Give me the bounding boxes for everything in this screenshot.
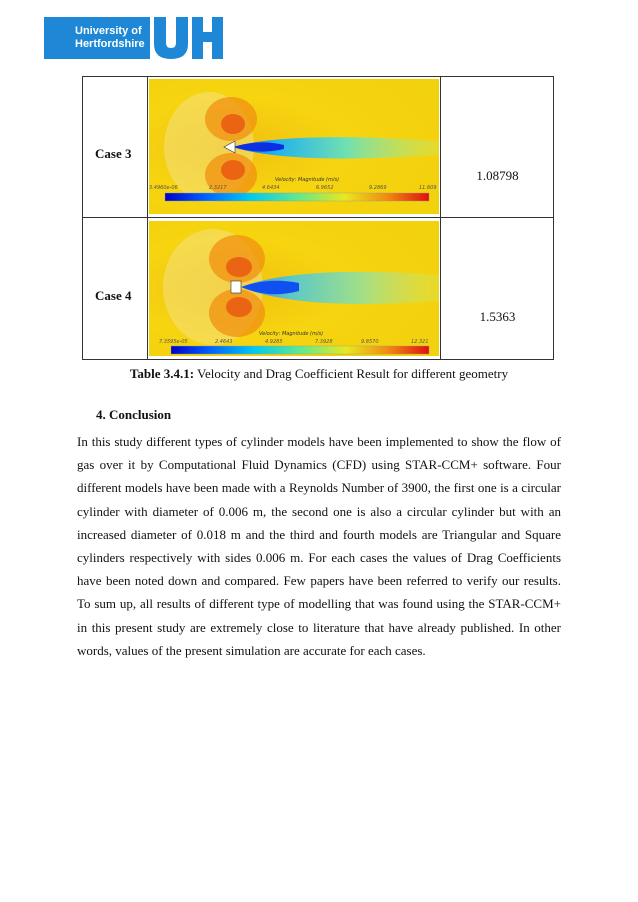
contour-title: Velocity: Magnitude (m/s) — [259, 331, 324, 337]
scale-tick-label: 11.609 — [419, 185, 437, 191]
results-table — [82, 76, 554, 360]
conclusion-paragraph: In this study different types of cylinder models have been implemented to show the flow of gas over it by Computational Fluid Dynamics (CFD) using STAR-CCM+ software. Four different models have been made with a Reynolds Number of 3900, the first one is a circular cylinder with diameter of 0.006 m, the second one is also a circular cylinder but with an increased diameter of 0.018 m and the third and fourth models are Triangular and Square cylinders respectively with sides 0.006 m. For each cases the values of Drag Coefficients have been noted down and compared. Few papers have been referred to verify our results. To sum up, all results of different type of modelling that was found using the STAR-CCM+ in this present study are extremely close to literature that have already published. In other words, values of the present simulation are accurate for each cases. — [77, 434, 561, 658]
contour-svg — [149, 221, 439, 356]
table-row — [83, 218, 553, 360]
scale-tick-label: 2.3217 — [209, 185, 227, 191]
section-heading: 4. Conclusion — [96, 407, 172, 422]
scale-tick-label: 7.3928 — [315, 339, 333, 345]
scale-tick-label: 6.9652 — [316, 185, 334, 191]
contour-svg — [149, 79, 439, 214]
case-label: Case 4 — [95, 288, 132, 303]
drag-coefficient-value: 1.08798 — [476, 168, 519, 183]
color-scale-bar — [165, 193, 429, 201]
caption-label: Table 3.4.1: — [129, 366, 195, 381]
scale-tick-label: 9.8570 — [361, 339, 379, 345]
case-label: Case 3 — [95, 146, 132, 161]
velocity-contour-plot-case-3 — [149, 79, 439, 214]
drag-coefficient-value: 1.5363 — [479, 309, 516, 324]
university-logo — [44, 17, 224, 59]
table-row — [83, 77, 553, 218]
column-divider — [147, 77, 148, 217]
scale-tick-label: 4.9285 — [265, 339, 283, 345]
column-divider — [440, 77, 441, 217]
logo-uh-mark — [152, 17, 224, 59]
scale-tick-label: 9.2869 — [369, 185, 387, 191]
scale-tick-label: 12.321 — [411, 339, 429, 345]
logo-line-2: Hertfordshire — [75, 38, 145, 50]
velocity-contour-plot-case-4 — [149, 221, 439, 356]
scale-tick-label: 3.4960e-06 — [149, 185, 178, 191]
logo-mark-text: UH — [152, 17, 154, 18]
contour-title: Velocity: Magnitude (m/s) — [275, 177, 340, 183]
table-caption — [0, 366, 638, 382]
scale-tick-label: 4.6434 — [262, 185, 280, 191]
caption-text: Velocity and Drag Coefficient Result for different geometry — [194, 366, 509, 381]
logo-line-1: University of — [75, 25, 142, 37]
color-scale-bar — [171, 346, 429, 354]
scale-tick-label: 2.4643 — [215, 339, 233, 345]
column-divider — [440, 218, 441, 360]
column-divider — [147, 218, 148, 360]
logo-text-box — [44, 17, 150, 59]
scale-tick-label: 7.3595e-05 — [159, 339, 188, 345]
